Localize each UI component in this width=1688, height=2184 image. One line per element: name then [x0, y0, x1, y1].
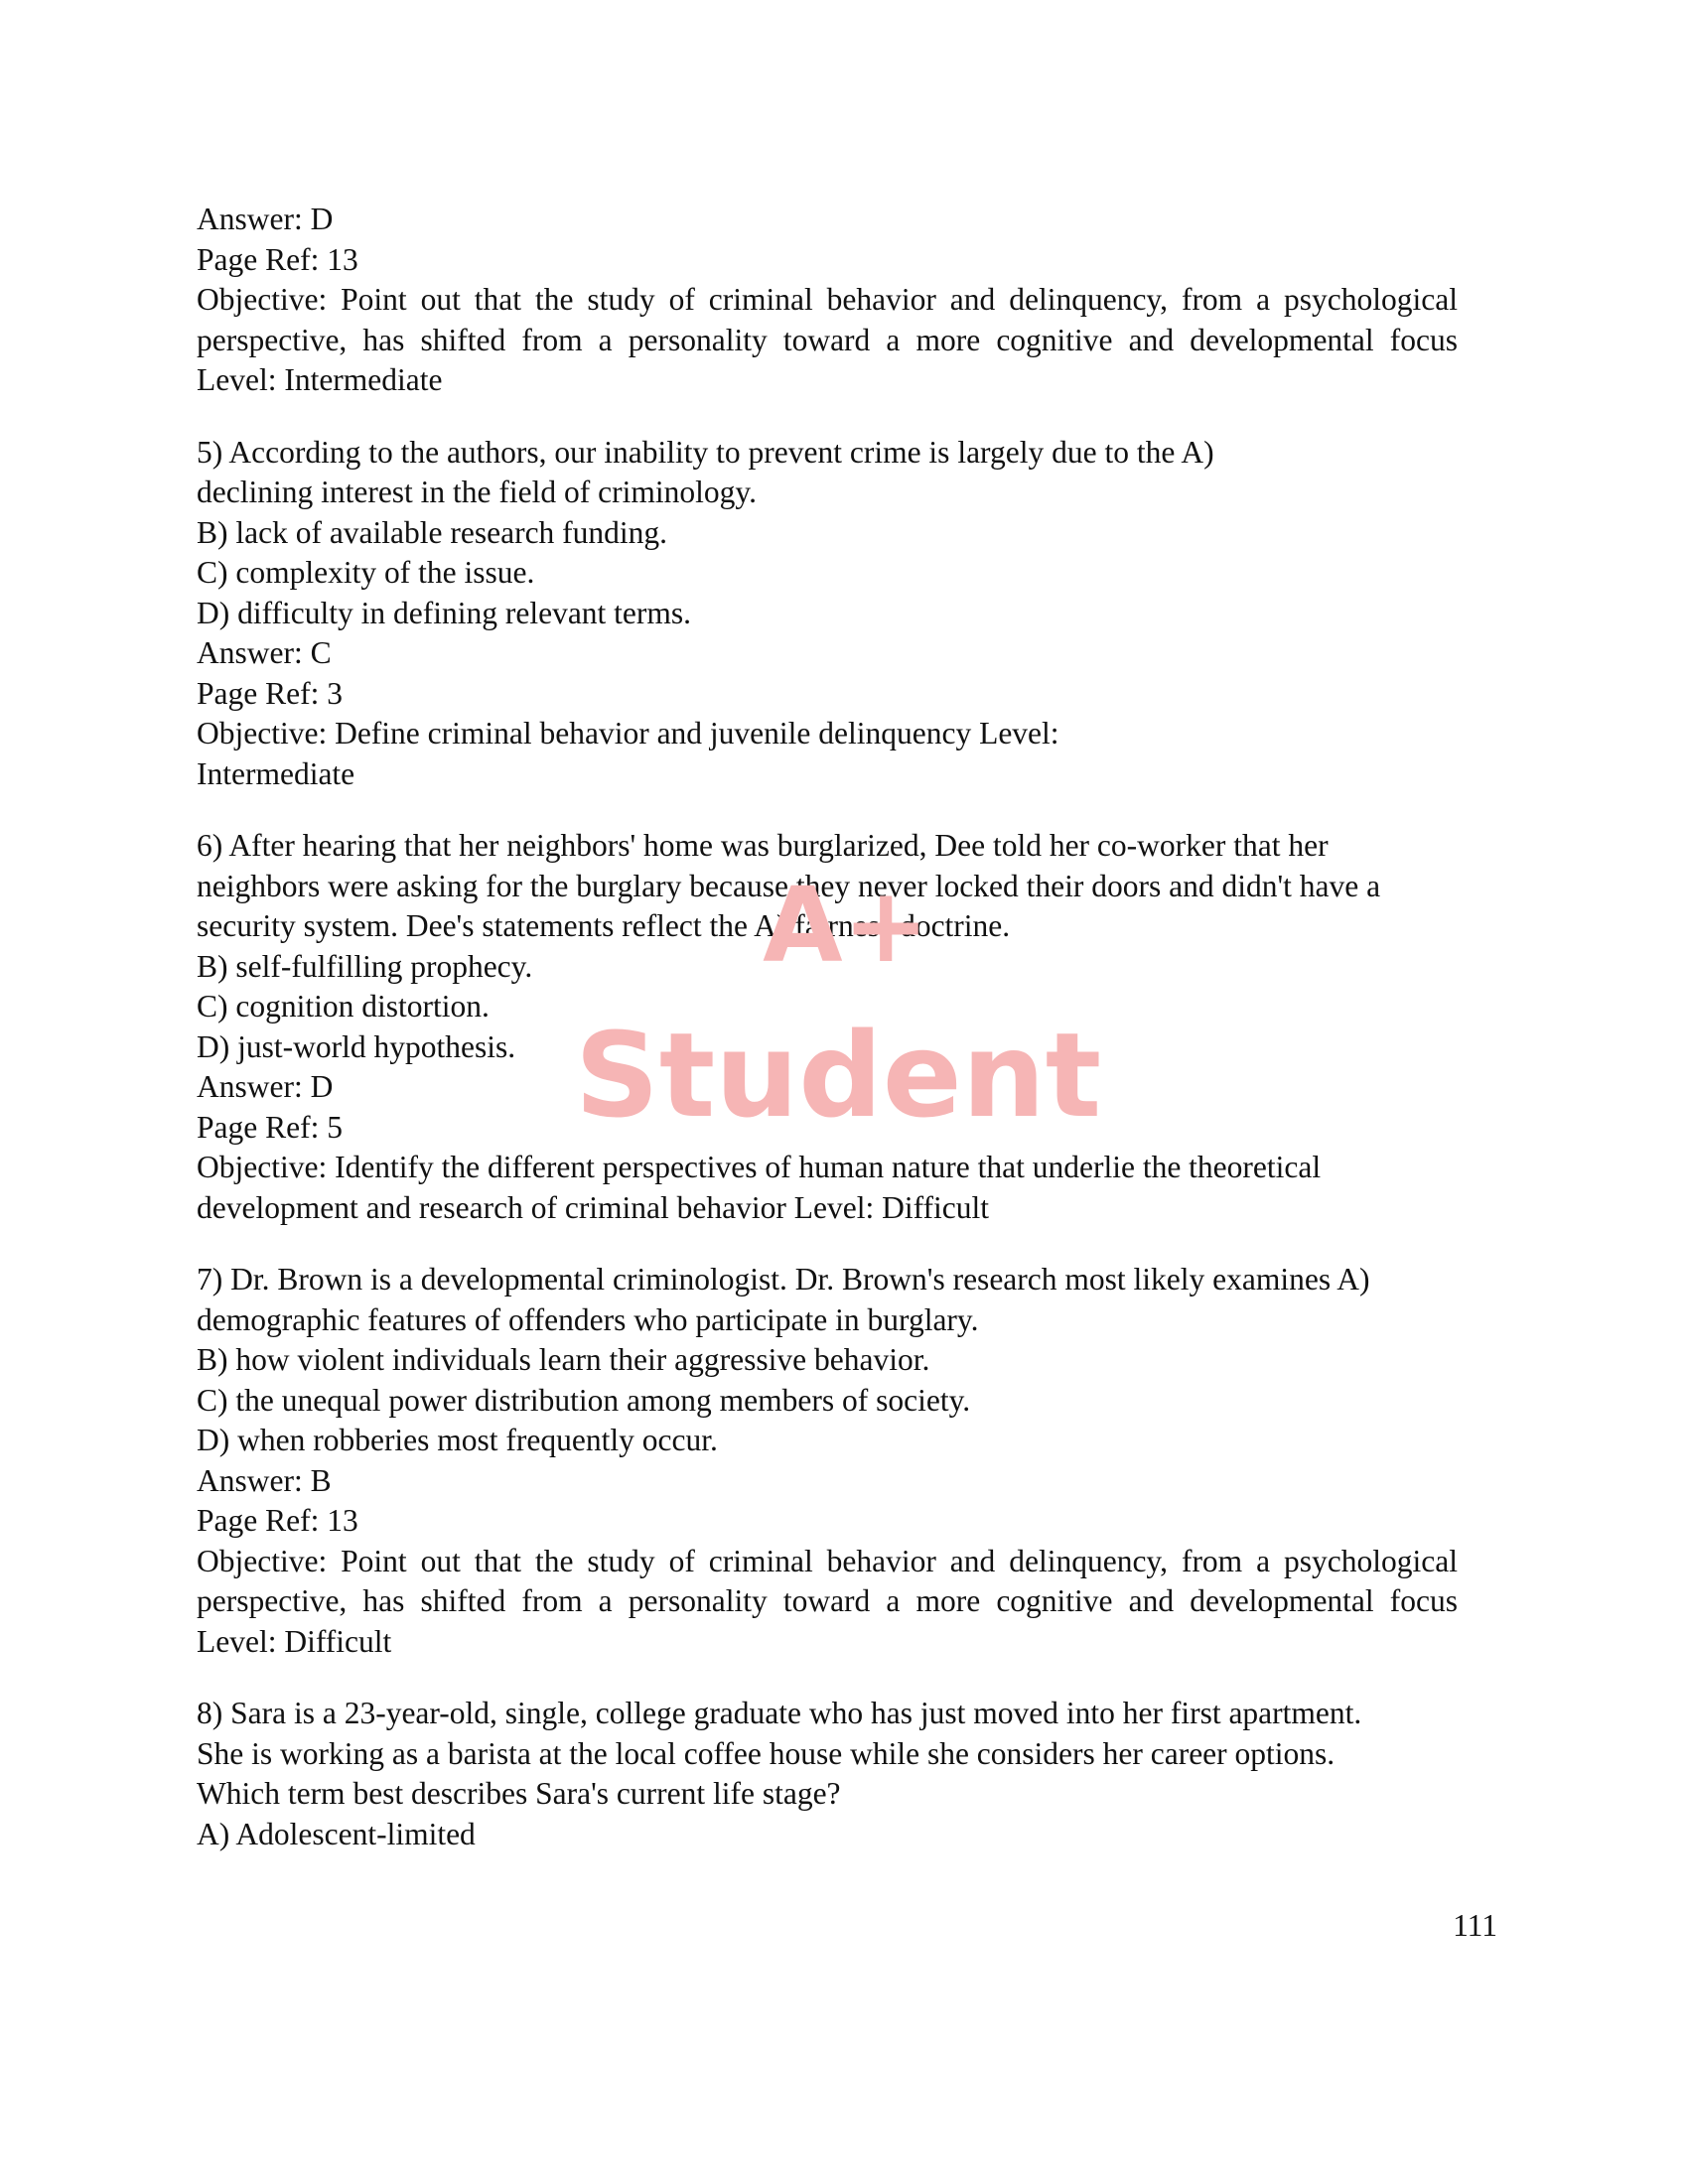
question-option: demographic features of offenders who participate in burglary.	[197, 1301, 979, 1337]
question-stem: She is working as a barista at the local coffee house while she considers her career options.	[197, 1735, 1336, 1771]
question-option: B) self-fulfilling prophecy.	[197, 948, 533, 984]
page-ref-line: Page Ref: 3	[197, 675, 343, 711]
level-line: Intermediate	[197, 755, 355, 791]
answer-line: Answer: D	[197, 1069, 334, 1104]
objective-line: perspective, has shifted from a personality toward a more cognitive and developmental focus	[197, 1583, 1458, 1618]
answer-line: Answer: C	[197, 635, 332, 670]
objective-line: perspective, has shifted from a personality toward a more cognitive and developmental focus	[197, 322, 1458, 357]
question-option: D) just-world hypothesis.	[197, 1028, 516, 1064]
question-7	[197, 1260, 1458, 1662]
level-line: Level: Difficult	[197, 1623, 392, 1659]
question-option: declining interest in the field of criminology.	[197, 475, 757, 509]
objective-line: Objective: Point out that the study of criminal behavior and delinquency, from a psychological	[197, 1543, 1458, 1578]
objective-line: development and research of criminal behavior Level: Difficult	[197, 1189, 989, 1225]
question-option: D) when robberies most frequently occur.	[197, 1423, 718, 1457]
question-6	[197, 826, 1458, 1228]
question-5	[197, 433, 1458, 795]
page-ref-line: Page Ref: 13	[197, 1503, 358, 1538]
question-option: B) how violent individuals learn their aggressive behavior.	[197, 1342, 930, 1377]
watermark-line-2: Student	[574, 1007, 1102, 1144]
objective-line: Objective: Identify the different perspectives of human nature that underlie the theoretical	[197, 1150, 1322, 1184]
question-stem: security system. Dee's statements reflect the A) fairness doctrine.	[197, 908, 1011, 943]
answer-line: Answer: B	[197, 1462, 332, 1498]
question-option: D) difficulty in defining relevant terms.	[197, 595, 692, 630]
question-stem: neighbors were asking for the burglary because they never locked their doors and didn't have a	[197, 868, 1381, 903]
question-stem: 7) Dr. Brown is a developmental criminologist. Dr. Brown's research most likely examines A)	[197, 1262, 1370, 1297]
question-stem: Which term best describes Sara's current life stage?	[197, 1776, 841, 1811]
question-option: C) the unequal power distribution among members of society.	[197, 1382, 971, 1418]
question-stem: 6) After hearing that her neighbors' home was burglarized, Dee told her co-worker that her	[197, 828, 1329, 863]
page-content	[197, 200, 1458, 1886]
question-stem: 5) According to the authors, our inability to prevent crime is largely due to the A)	[197, 434, 1214, 470]
page-ref-line: Page Ref: 13	[197, 241, 358, 277]
answer-line: Answer: D	[197, 202, 334, 236]
level-line: Level: Intermediate	[197, 362, 443, 397]
watermark-line-1: A+	[763, 865, 929, 986]
page-ref-line: Page Ref: 5	[197, 1109, 343, 1145]
question-option: B) lack of available research funding.	[197, 514, 668, 550]
page-number: 111	[1453, 1908, 1497, 1943]
objective-line: Objective: Define criminal behavior and juvenile delinquency Level:	[197, 716, 1059, 751]
question-option: C) complexity of the issue.	[197, 555, 535, 590]
answer-block-q4	[197, 200, 1458, 401]
question-stem: 8) Sara is a 23-year-old, single, college graduate who has just moved into her first apartment.	[197, 1696, 1362, 1730]
question-option: A) Adolescent-limited	[197, 1816, 476, 1851]
question-option: C) cognition distortion.	[197, 989, 490, 1024]
question-8	[197, 1694, 1458, 1854]
objective-line: Objective: Point out that the study of criminal behavior and delinquency, from a psychological	[197, 282, 1458, 317]
